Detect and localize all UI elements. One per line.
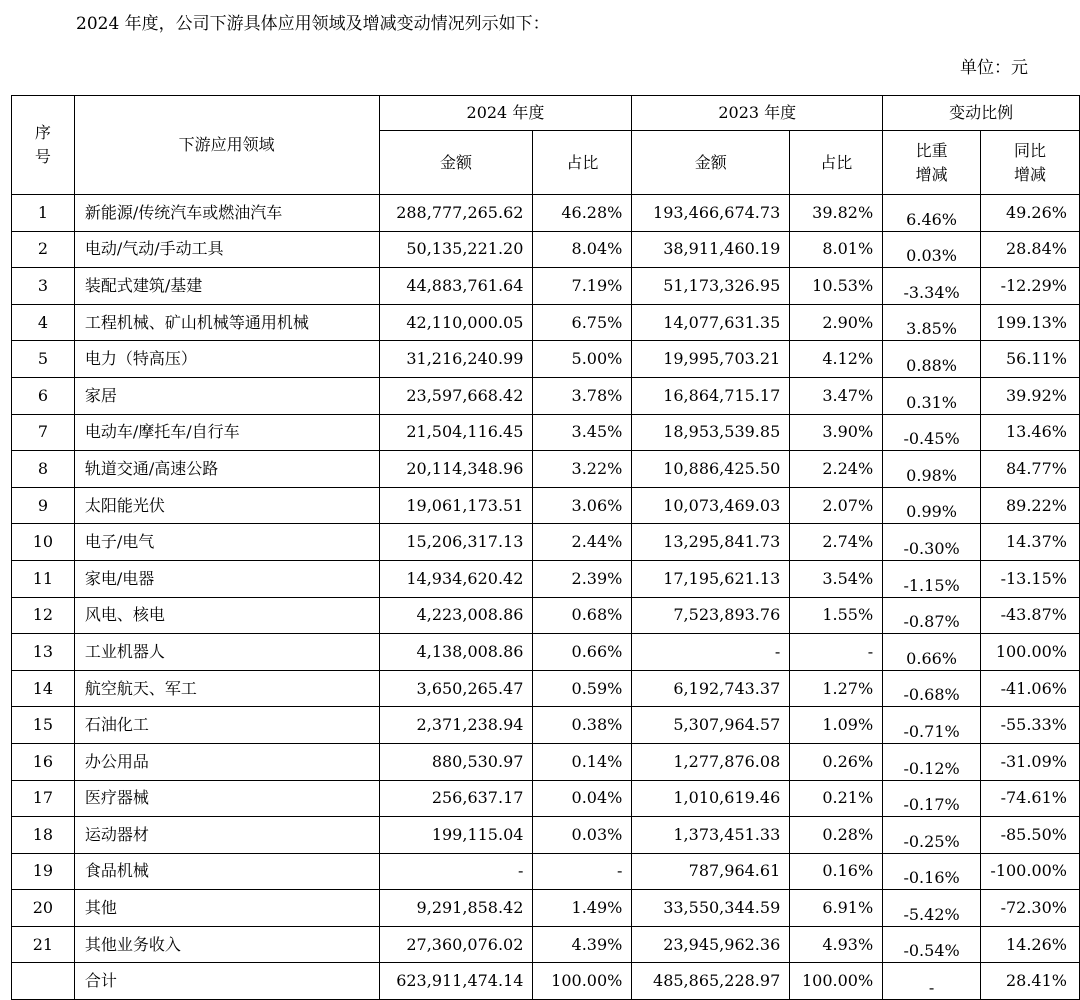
cell-yoy: 49.26%	[981, 195, 1080, 232]
header-year-2024: 2024 年度	[379, 96, 632, 131]
cell-amount-2024: 14,934,620.42	[379, 560, 533, 597]
cell-amount-2023: 17,195,621.13	[632, 560, 790, 597]
cell-yoy: 84.77%	[981, 451, 1080, 488]
header-yoy	[981, 131, 1080, 195]
cell-amount-2023: 18,953,539.85	[632, 414, 790, 451]
cell-seq: 7	[12, 414, 75, 451]
table-header	[12, 96, 1080, 195]
cell-yoy: -55.33%	[981, 707, 1080, 744]
cell-amount-2024: 2,371,238.94	[379, 707, 533, 744]
cell-yoy: -72.30%	[981, 890, 1080, 927]
cell-weight-change: 0.66%	[883, 634, 981, 671]
cell-share-2023: 0.16%	[790, 853, 883, 890]
cell-field: 运动器材	[74, 817, 379, 854]
cell-weight-change: -0.17%	[883, 780, 981, 817]
cell-amount-2024: 44,883,761.64	[379, 268, 533, 305]
cell-field: 家居	[74, 377, 379, 414]
cell-field: 办公用品	[74, 743, 379, 780]
header-amount-2023: 金额	[632, 131, 790, 195]
cell-share-2024: 46.28%	[533, 195, 632, 232]
header-weight-change	[883, 131, 981, 195]
cell-share-2023: 2.24%	[790, 451, 883, 488]
table-row	[12, 560, 1080, 597]
cell-field: 工程机械、矿山机械等通用机械	[74, 304, 379, 341]
cell-amount-2023: 6,192,743.37	[632, 670, 790, 707]
cell-share-2023: 3.90%	[790, 414, 883, 451]
cell-amount-2023: 787,964.61	[632, 853, 790, 890]
cell-share-2024: 3.06%	[533, 487, 632, 524]
cell-field: 装配式建筑/基建	[74, 268, 379, 305]
table-body	[12, 195, 1080, 1000]
header-amount-2024: 金额	[379, 131, 533, 195]
cell-seq: 17	[12, 780, 75, 817]
cell-seq: 2	[12, 231, 75, 268]
header-weight-change-line1: 比重	[915, 140, 948, 160]
cell-yoy: 56.11%	[981, 341, 1080, 378]
cell-field: 石油化工	[74, 707, 379, 744]
cell-share-2023: 8.01%	[790, 231, 883, 268]
cell-weight-change: -0.12%	[883, 743, 981, 780]
cell-seq: 18	[12, 817, 75, 854]
cell-share-2024: 0.68%	[533, 597, 632, 634]
cell-yoy: -43.87%	[981, 597, 1080, 634]
table-row	[12, 926, 1080, 963]
cell-weight-change: -0.68%	[883, 670, 981, 707]
cell-amount-2023: 485,865,228.97	[632, 963, 790, 1000]
cell-share-2024: 3.78%	[533, 377, 632, 414]
table-row	[12, 341, 1080, 378]
cell-field: 合计	[74, 963, 379, 1000]
cell-share-2023: 4.93%	[790, 926, 883, 963]
cell-amount-2024: 20,114,348.96	[379, 451, 533, 488]
cell-weight-change: -0.54%	[883, 926, 981, 963]
cell-share-2023: 39.82%	[790, 195, 883, 232]
application-field-table	[11, 95, 1080, 1000]
cell-amount-2024: 42,110,000.05	[379, 304, 533, 341]
header-seq-line1: 序	[34, 123, 51, 142]
cell-seq: 12	[12, 597, 75, 634]
cell-amount-2023: 10,886,425.50	[632, 451, 790, 488]
cell-weight-change: 0.99%	[883, 487, 981, 524]
header-yoy-line2: 增减	[1013, 164, 1046, 184]
cell-share-2023: 3.47%	[790, 377, 883, 414]
cell-amount-2024: 4,223,008.86	[379, 597, 533, 634]
table-row	[12, 524, 1080, 561]
cell-weight-change: 0.31%	[883, 377, 981, 414]
cell-amount-2024: 50,135,221.20	[379, 231, 533, 268]
cell-amount-2023: 51,173,326.95	[632, 268, 790, 305]
cell-amount-2024: 880,530.97	[379, 743, 533, 780]
cell-share-2024: 0.03%	[533, 817, 632, 854]
table-row	[12, 890, 1080, 927]
header-year-2023: 2023 年度	[632, 96, 883, 131]
cell-amount-2023: 7,523,893.76	[632, 597, 790, 634]
header-seq-line2: 号	[34, 147, 51, 166]
cell-amount-2023: 1,010,619.46	[632, 780, 790, 817]
table-row	[12, 414, 1080, 451]
table-row	[12, 743, 1080, 780]
cell-yoy: -13.15%	[981, 560, 1080, 597]
cell-field: 电力（特高压）	[74, 341, 379, 378]
table-row	[12, 707, 1080, 744]
cell-yoy: -31.09%	[981, 743, 1080, 780]
cell-yoy: 14.26%	[981, 926, 1080, 963]
cell-yoy: 39.92%	[981, 377, 1080, 414]
cell-share-2023: 10.53%	[790, 268, 883, 305]
cell-field: 太阳能光伏	[74, 487, 379, 524]
cell-amount-2023: 13,295,841.73	[632, 524, 790, 561]
cell-seq: 9	[12, 487, 75, 524]
cell-yoy: 13.46%	[981, 414, 1080, 451]
cell-field: 其他业务收入	[74, 926, 379, 963]
cell-amount-2023: 5,307,964.57	[632, 707, 790, 744]
cell-field: 食品机械	[74, 853, 379, 890]
cell-amount-2024: 623,911,474.14	[379, 963, 533, 1000]
cell-seq: 11	[12, 560, 75, 597]
cell-amount-2023: 10,073,469.03	[632, 487, 790, 524]
cell-amount-2024: 199,115.04	[379, 817, 533, 854]
cell-weight-change: 6.46%	[883, 195, 981, 232]
cell-share-2023: 100.00%	[790, 963, 883, 1000]
cell-weight-change: -5.42%	[883, 890, 981, 927]
cell-seq: 3	[12, 268, 75, 305]
header-yoy-line1: 同比	[1013, 140, 1046, 160]
cell-seq: 1	[12, 195, 75, 232]
cell-share-2023: 2.74%	[790, 524, 883, 561]
cell-share-2023: -	[790, 634, 883, 671]
cell-seq: 21	[12, 926, 75, 963]
cell-share-2024: 5.00%	[533, 341, 632, 378]
cell-share-2023: 6.91%	[790, 890, 883, 927]
cell-share-2024: 100.00%	[533, 963, 632, 1000]
cell-share-2023: 0.28%	[790, 817, 883, 854]
cell-share-2024: 0.14%	[533, 743, 632, 780]
cell-share-2023: 2.90%	[790, 304, 883, 341]
header-weight-change-line2: 增减	[915, 164, 948, 184]
cell-amount-2024: -	[379, 853, 533, 890]
table-row	[12, 451, 1080, 488]
cell-share-2024: 7.19%	[533, 268, 632, 305]
cell-amount-2023: 19,995,703.21	[632, 341, 790, 378]
intro-text: 2024 年度，公司下游具体应用领域及增减变动情况列示如下：	[76, 14, 550, 34]
cell-yoy: -74.61%	[981, 780, 1080, 817]
cell-yoy: 28.41%	[981, 963, 1080, 1000]
cell-amount-2023: 23,945,962.36	[632, 926, 790, 963]
cell-field: 电动车/摩托车/自行车	[74, 414, 379, 451]
cell-field: 航空航天、军工	[74, 670, 379, 707]
table-row	[12, 670, 1080, 707]
cell-share-2024: 2.39%	[533, 560, 632, 597]
cell-share-2024: 3.45%	[533, 414, 632, 451]
cell-amount-2023: 16,864,715.17	[632, 377, 790, 414]
cell-share-2024: 8.04%	[533, 231, 632, 268]
cell-weight-change: -0.87%	[883, 597, 981, 634]
cell-amount-2023: 38,911,460.19	[632, 231, 790, 268]
cell-weight-change: -0.45%	[883, 414, 981, 451]
cell-share-2023: 1.27%	[790, 670, 883, 707]
cell-share-2023: 1.55%	[790, 597, 883, 634]
header-seq	[12, 96, 75, 195]
cell-weight-change: 0.88%	[883, 341, 981, 378]
cell-seq: 6	[12, 377, 75, 414]
cell-weight-change: -1.15%	[883, 560, 981, 597]
table-row	[12, 487, 1080, 524]
cell-yoy: -41.06%	[981, 670, 1080, 707]
cell-field: 轨道交通/高速公路	[74, 451, 379, 488]
cell-amount-2024: 288,777,265.62	[379, 195, 533, 232]
cell-amount-2024: 19,061,173.51	[379, 487, 533, 524]
cell-yoy: 89.22%	[981, 487, 1080, 524]
cell-amount-2024: 31,216,240.99	[379, 341, 533, 378]
cell-seq: 4	[12, 304, 75, 341]
cell-yoy: 28.84%	[981, 231, 1080, 268]
unit-label: 单位：元	[960, 58, 1028, 78]
cell-weight-change: 0.98%	[883, 451, 981, 488]
table-row	[12, 597, 1080, 634]
cell-field: 家电/电器	[74, 560, 379, 597]
cell-weight-change: -0.30%	[883, 524, 981, 561]
header-field: 下游应用领域	[74, 96, 379, 195]
table-row	[12, 377, 1080, 414]
cell-seq: 14	[12, 670, 75, 707]
table-row	[12, 268, 1080, 305]
table-row	[12, 634, 1080, 671]
cell-field: 工业机器人	[74, 634, 379, 671]
cell-seq: 13	[12, 634, 75, 671]
cell-weight-change: -3.34%	[883, 268, 981, 305]
cell-share-2024: 2.44%	[533, 524, 632, 561]
cell-field: 医疗器械	[74, 780, 379, 817]
cell-share-2023: 0.21%	[790, 780, 883, 817]
cell-field: 电动/气动/手动工具	[74, 231, 379, 268]
header-share-2023: 占比	[790, 131, 883, 195]
table-row	[12, 817, 1080, 854]
cell-amount-2024: 3,650,265.47	[379, 670, 533, 707]
cell-amount-2024: 27,360,076.02	[379, 926, 533, 963]
cell-yoy: -12.29%	[981, 268, 1080, 305]
cell-share-2024: 0.38%	[533, 707, 632, 744]
cell-amount-2023: 33,550,344.59	[632, 890, 790, 927]
table-row	[12, 231, 1080, 268]
header-share-2024: 占比	[533, 131, 632, 195]
cell-seq	[12, 963, 75, 1000]
cell-seq: 15	[12, 707, 75, 744]
cell-seq: 16	[12, 743, 75, 780]
cell-weight-change: -0.16%	[883, 853, 981, 890]
cell-field: 新能源/传统汽车或燃油汽车	[74, 195, 379, 232]
cell-yoy: 199.13%	[981, 304, 1080, 341]
cell-share-2023: 3.54%	[790, 560, 883, 597]
cell-share-2024: 6.75%	[533, 304, 632, 341]
cell-weight-change: -	[883, 963, 981, 1000]
cell-weight-change: 3.85%	[883, 304, 981, 341]
cell-amount-2024: 21,504,116.45	[379, 414, 533, 451]
cell-seq: 8	[12, 451, 75, 488]
table-row	[12, 780, 1080, 817]
cell-seq: 19	[12, 853, 75, 890]
cell-seq: 10	[12, 524, 75, 561]
cell-share-2024: 4.39%	[533, 926, 632, 963]
cell-share-2023: 2.07%	[790, 487, 883, 524]
cell-amount-2023: 1,277,876.08	[632, 743, 790, 780]
cell-share-2023: 1.09%	[790, 707, 883, 744]
cell-amount-2023: 193,466,674.73	[632, 195, 790, 232]
cell-amount-2024: 23,597,668.42	[379, 377, 533, 414]
cell-yoy: 14.37%	[981, 524, 1080, 561]
cell-weight-change: -0.25%	[883, 817, 981, 854]
table-row	[12, 853, 1080, 890]
cell-seq: 5	[12, 341, 75, 378]
cell-share-2023: 0.26%	[790, 743, 883, 780]
cell-share-2024: 0.66%	[533, 634, 632, 671]
cell-amount-2024: 4,138,008.86	[379, 634, 533, 671]
cell-amount-2023: 1,373,451.33	[632, 817, 790, 854]
cell-share-2024: 3.22%	[533, 451, 632, 488]
cell-amount-2024: 256,637.17	[379, 780, 533, 817]
cell-yoy: 100.00%	[981, 634, 1080, 671]
cell-share-2024: 1.49%	[533, 890, 632, 927]
cell-field: 风电、核电	[74, 597, 379, 634]
cell-seq: 20	[12, 890, 75, 927]
cell-weight-change: -0.71%	[883, 707, 981, 744]
table-row	[12, 195, 1080, 232]
cell-field: 其他	[74, 890, 379, 927]
header-change: 变动比例	[883, 96, 1080, 131]
cell-amount-2024: 9,291,858.42	[379, 890, 533, 927]
cell-yoy: -85.50%	[981, 817, 1080, 854]
table-row	[12, 304, 1080, 341]
cell-field: 电子/电气	[74, 524, 379, 561]
cell-share-2023: 4.12%	[790, 341, 883, 378]
cell-weight-change: 0.03%	[883, 231, 981, 268]
cell-amount-2024: 15,206,317.13	[379, 524, 533, 561]
cell-share-2024: 0.04%	[533, 780, 632, 817]
cell-share-2024: 0.59%	[533, 670, 632, 707]
cell-amount-2023: 14,077,631.35	[632, 304, 790, 341]
total-row	[12, 963, 1080, 1000]
cell-amount-2023: -	[632, 634, 790, 671]
cell-yoy: -100.00%	[981, 853, 1080, 890]
cell-share-2024: -	[533, 853, 632, 890]
